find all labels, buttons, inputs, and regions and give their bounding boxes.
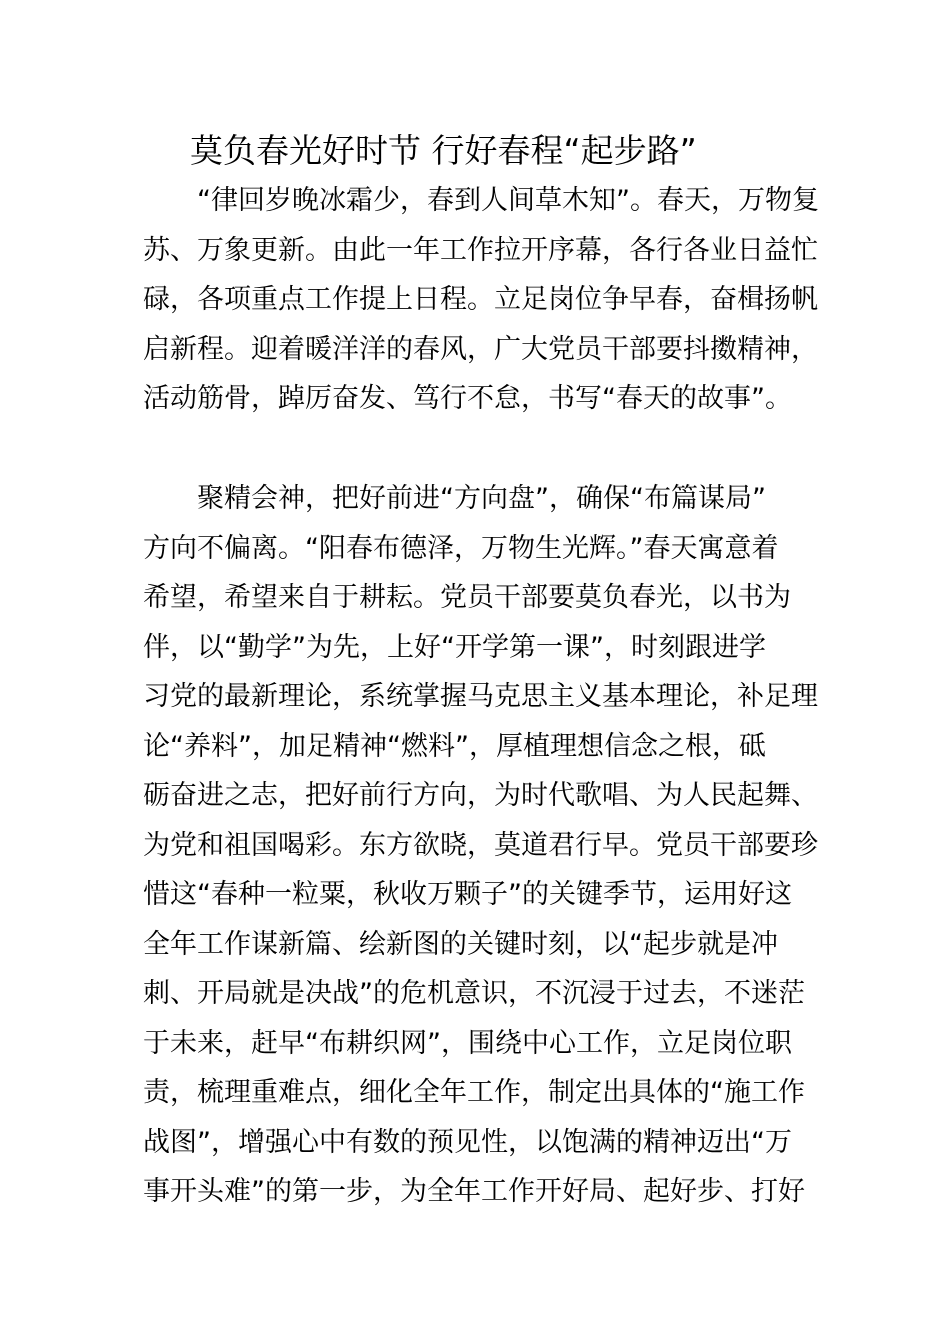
paragraph-line: 惜这“春种一粒粟，秋收万颗子”的关键季节，运用好这 <box>143 879 792 910</box>
paragraph-line: “律回岁晚冰霜少，春到人间草木知”。春天，万物复 <box>197 185 819 216</box>
paragraph-1 <box>143 176 819 424</box>
paragraph-line: 方向不偏离。“阳春布德泽，万物生光辉。”春天寓意着 <box>143 532 779 564</box>
paragraph-line: 活动筋骨，踔厉奋发、笃行不怠，书写“春天的故事”。 <box>143 383 792 414</box>
paragraph-line: 启新程。迎着暖洋洋的春风，广大党员干部要抖擞精神， <box>143 333 818 365</box>
paragraph-line: 事开头难”的第一步，为全年工作开好局、起好步、打好 <box>143 1176 805 1207</box>
paragraph-line: 苏、万象更新。由此一年工作拉开序幕，各行各业日益忙 <box>143 234 818 266</box>
paragraph-line: 伴，以“勤学”为先，上好“开学第一课”，时刻跟进学 <box>143 631 766 663</box>
paragraph-2 <box>143 474 818 1217</box>
paragraph-line: 于未来，赶早“布耕织网”，围绕中心工作，立足岗位职 <box>143 1027 792 1059</box>
paragraph-line: 为党和祖国喝彩。东方欲晓，莫道君行早。党员干部要珍 <box>143 829 818 861</box>
paragraph-line: 希望，希望来自于耕耘。党员干部要莫负春光，以书为 <box>143 582 791 613</box>
paragraph-line: 责，梳理重难点，细化全年工作，制定出具体的“施工作 <box>143 1077 805 1108</box>
paragraph-line: 战图”，增强心中有数的预见性，以饱满的精神迈出“万 <box>143 1126 792 1158</box>
paragraph-line: 习党的最新理论，系统掌握马克思主义基本理论，补足理 <box>143 681 818 712</box>
paragraph-line: 砺奋进之志，把好前行方向，为时代歌唱、为人民起舞、 <box>143 780 818 811</box>
paragraph-line: 碌，各项重点工作提上日程。立足岗位争早春，奋楫扬帆 <box>143 284 818 315</box>
paragraph-line: 聚精会神，把好前进“方向盘”，确保“布篇谋局” <box>197 483 766 514</box>
paragraph-line: 论“养料”，加足精神“燃料”，厚植理想信念之根，砥 <box>143 730 766 762</box>
paragraph-line: 全年工作谋新篇、绘新图的关键时刻，以“起步就是冲 <box>143 928 778 960</box>
document-title: 莫负春光好时节 行好春程“起步路” <box>190 131 697 170</box>
paragraph-line: 刺、开局就是决战”的危机意识，不沉浸于过去，不迷茫 <box>143 978 805 1009</box>
